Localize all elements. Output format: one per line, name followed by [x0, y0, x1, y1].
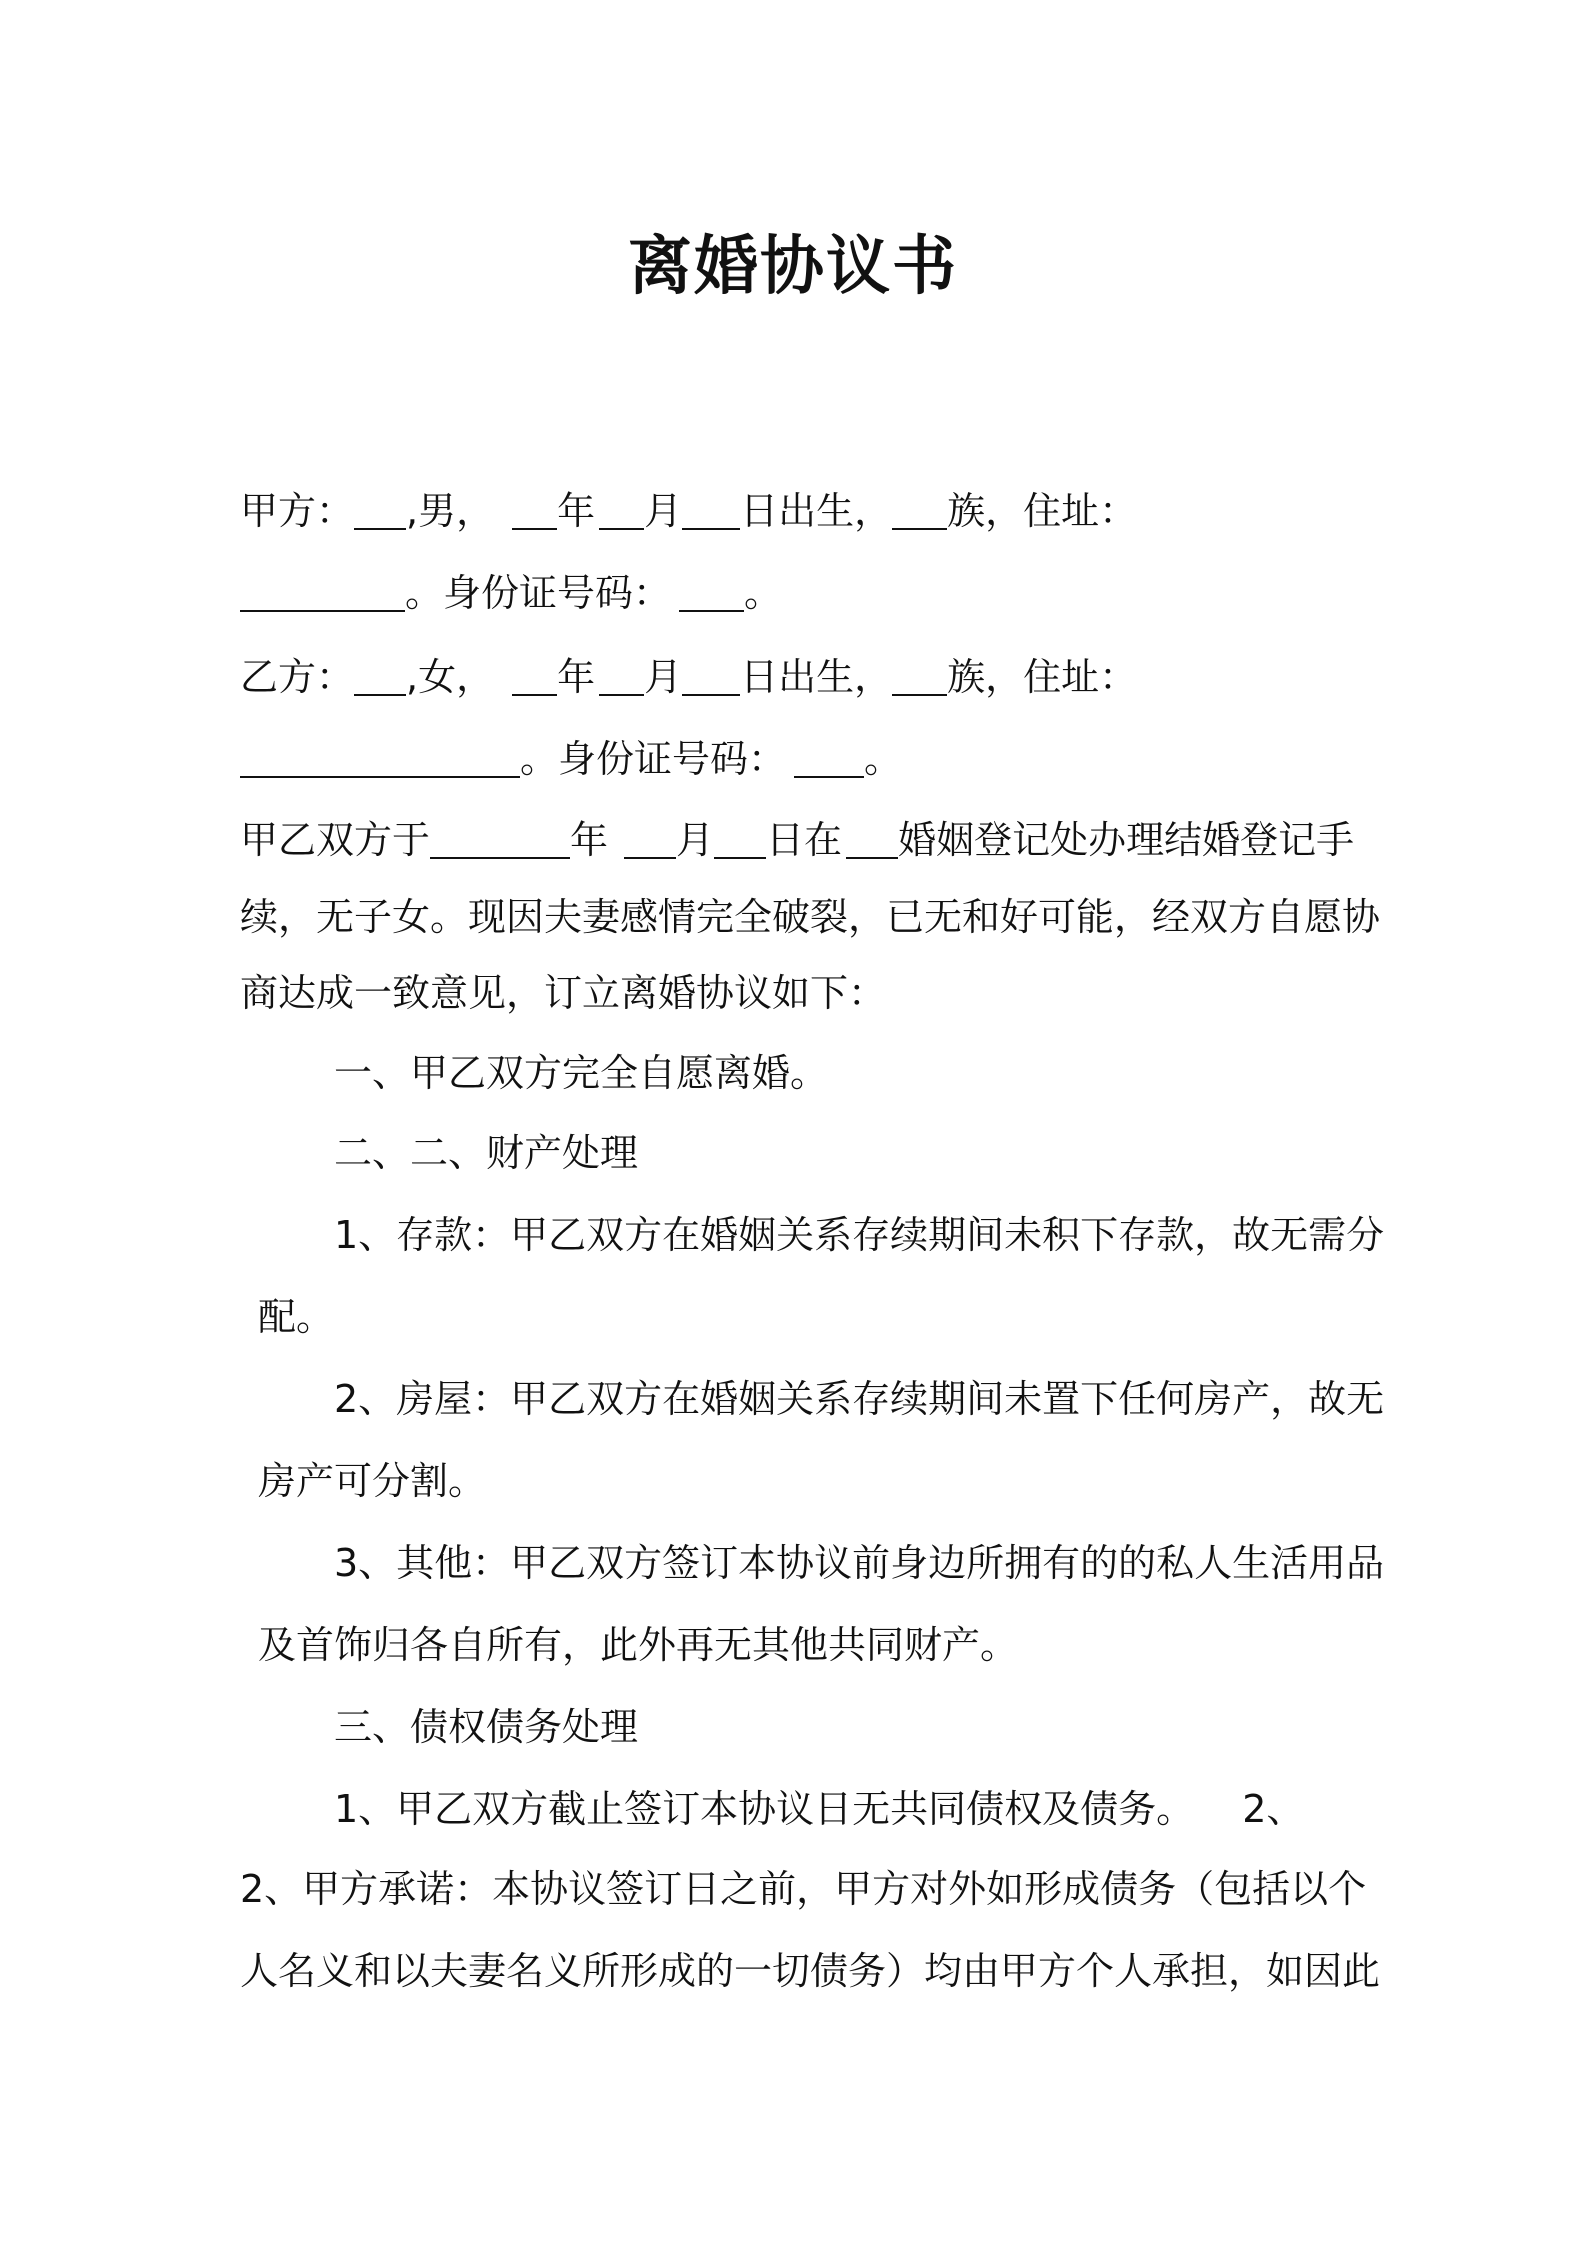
- clause-3-1-text: 1、甲乙双方截止签订本协议日无共同债权及债务。: [334, 1787, 1195, 1831]
- party-a-gender: ,男，: [406, 489, 495, 533]
- blank-year-a: [512, 488, 557, 530]
- blank-day-a: [682, 488, 740, 530]
- party-a-birth-label: 日出生，: [740, 489, 893, 533]
- intro-text-2: 婚姻登记处办理结婚登记手: [898, 818, 1355, 862]
- party-b-end: 。: [864, 737, 903, 781]
- party-a-month-label: 月: [644, 489, 683, 533]
- party-b-month-label: 月: [644, 655, 683, 699]
- intro-year-label: 年: [570, 818, 609, 862]
- clause-3-1-tail: 2、: [1242, 1787, 1305, 1831]
- blank-id-b: [794, 736, 864, 778]
- clause-2-2-line-2: 房产可分割。: [258, 1459, 487, 1503]
- clause-2-2-line-1: 2、房屋：甲乙双方在婚姻关系存续期间未置下任何房产，故无: [334, 1377, 1385, 1421]
- blank-marriage-year: [430, 817, 570, 859]
- document-title: 离婚协议书: [628, 230, 958, 304]
- party-a-year-label: 年: [557, 489, 596, 533]
- intro-day-label: 日在: [766, 818, 843, 862]
- party-b-id-label: 。身份证号码：: [520, 737, 787, 781]
- clause-2-1-line-1: 1、存款：甲乙双方在婚姻关系存续期间未积下存款，故无需分: [334, 1213, 1385, 1257]
- blank-marriage-month: [624, 817, 676, 859]
- clause-2-3-line-2: 及首饰归各自所有，此外再无其他共同财产。: [258, 1623, 1019, 1667]
- party-b-label: 乙方：: [240, 655, 355, 699]
- blank-year-b: [512, 654, 557, 696]
- blank-address-a: [240, 570, 405, 612]
- intro-month-label: 月: [676, 818, 715, 862]
- blank-address-b: [240, 736, 520, 778]
- party-a-id-label: 。身份证号码：: [405, 571, 672, 615]
- blank-day-b: [682, 654, 740, 696]
- party-b-year-label: 年: [557, 655, 596, 699]
- clause-3-heading: 三、债权债务处理: [334, 1705, 639, 1749]
- party-b-id-line: [240, 732, 902, 786]
- party-a-end: 。: [744, 571, 783, 615]
- blank-month-a: [599, 488, 644, 530]
- clause-2-3-line-1: 3、其他：甲乙双方签订本协议前身边所拥有的的私人生活用品: [334, 1541, 1385, 1585]
- clause-1: 一、甲乙双方完全自愿离婚。: [334, 1051, 829, 1095]
- party-a-line: [240, 484, 1137, 538]
- party-a-id-line: [240, 566, 782, 620]
- blank-name-b: [354, 654, 406, 696]
- blank-ethnic-b: [892, 654, 947, 696]
- clause-3-2-line-1: 2、甲方承诺：本协议签订日之前，甲方对外如形成债务（包括以个: [240, 1867, 1367, 1911]
- clause-3-1: [334, 1782, 1304, 1836]
- party-b-line: [240, 650, 1137, 704]
- intro-text-1: 甲乙双方于: [240, 818, 431, 862]
- intro-line-3: 商达成一致意见，订立离婚协议如下：: [240, 971, 887, 1015]
- intro-line-2: 续，无子女。现因夫妻感情完全破裂，已无和好可能，经双方自愿协: [240, 895, 1381, 939]
- blank-marriage-day: [714, 817, 766, 859]
- party-b-birth-label: 日出生，: [740, 655, 893, 699]
- party-a-label: 甲方：: [240, 489, 355, 533]
- clause-2-heading: 二、二、财产处理: [334, 1131, 639, 1175]
- blank-ethnic-a: [892, 488, 947, 530]
- blank-month-b: [599, 654, 644, 696]
- blank-registry: [846, 817, 898, 859]
- party-a-ethnic-label: 族，住址：: [947, 489, 1138, 533]
- blank-name-a: [354, 488, 406, 530]
- blank-id-a: [679, 570, 744, 612]
- clause-3-2-line-2: 人名义和以夫妻名义所形成的一切债务）均由甲方个人承担，如因此: [240, 1949, 1381, 1993]
- intro-line-1: [240, 813, 1354, 867]
- party-b-ethnic-label: 族，住址：: [947, 655, 1138, 699]
- party-b-gender: ,女，: [406, 655, 495, 699]
- clause-2-1-line-2: 配。: [258, 1295, 335, 1339]
